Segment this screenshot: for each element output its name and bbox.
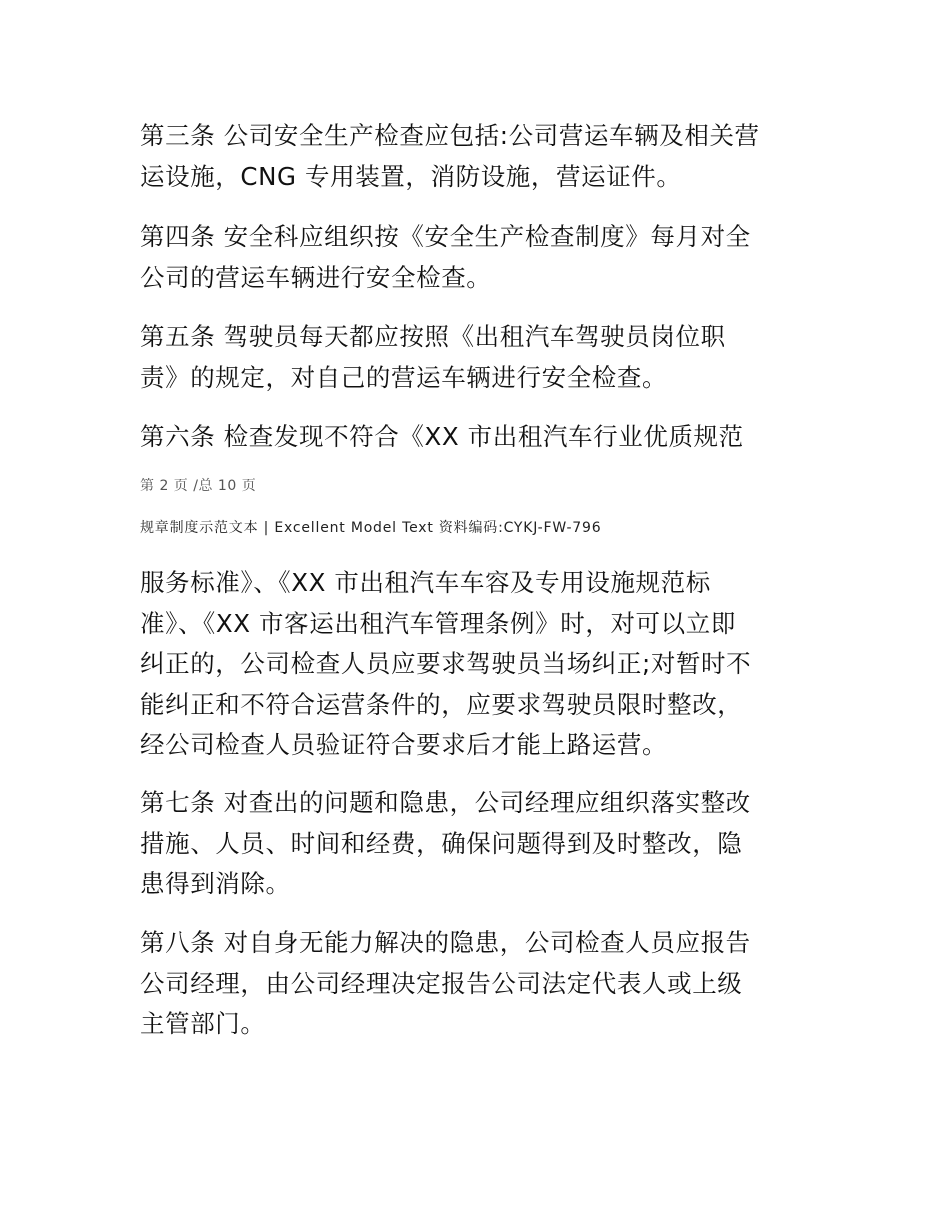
paragraph-line: 主管部门。 <box>140 1009 266 1038</box>
paragraph-line: 第八条 对自身无能力解决的隐患，公司检查人员应报告 <box>140 928 751 957</box>
document-header: 规章制度示范文本 | Excellent Model Text 资料编码:CYKJ-FW-796 <box>140 520 602 536</box>
paragraph-line: 措施、人员、时间和经费，确保问题得到及时整改，隐 <box>140 828 743 858</box>
paragraph-line: 能纠正和不符合运营条件的，应要求驾驶员限时整改， <box>140 689 743 719</box>
paragraph-line: 第四条 安全科应组织按《安全生产检查制度》每月对全 <box>140 222 751 251</box>
paragraph-line: 运设施，CNG 专用装置，消防设施，营运证件。 <box>140 161 682 191</box>
page-number: 第 2 页 /总 10 页 <box>140 478 257 494</box>
paragraph-line: 患得到消除。 <box>140 869 291 898</box>
paragraph-line: 第六条 检查发现不符合《XX 市出租汽车行业优质规范 <box>140 422 744 451</box>
paragraph-line: 公司的营运车辆进行安全检查。 <box>140 262 492 292</box>
paragraph-line: 纠正的，公司检查人员应要求驾驶员当场纠正;对暂时不 <box>140 649 752 678</box>
paragraph-line: 第三条 公司安全生产检查应包括:公司营运车辆及相关营 <box>140 121 760 150</box>
article-8-paragraph <box>140 923 820 1045</box>
paragraph-line: 第五条 驾驶员每天都应按照《出租汽车驾驶员岗位职 <box>140 322 726 351</box>
paragraph-line: 责》的规定，对自己的营运车辆进行安全检查。 <box>140 362 668 392</box>
paragraph-line: 公司经理，由公司经理决定报告公司法定代表人或上级 <box>140 968 743 998</box>
article-6-paragraph-continued <box>140 563 820 766</box>
article-3-paragraph <box>140 116 820 197</box>
article-6-paragraph-start <box>140 417 820 458</box>
paragraph-line: 第七条 对查出的问题和隐患，公司经理应组织落实整改 <box>140 788 751 817</box>
paragraph-line: 服务标准》、《XX 市出租汽车车容及专用设施规范标 <box>140 568 711 597</box>
article-4-paragraph <box>140 217 820 298</box>
article-5-paragraph <box>140 317 820 398</box>
paragraph-line: 经公司检查人员验证符合要求后才能上路运营。 <box>140 730 668 759</box>
paragraph-line: 准》、《XX 市客运出租汽车管理条例》时，对可以立即 <box>140 608 736 638</box>
article-7-paragraph <box>140 783 820 905</box>
